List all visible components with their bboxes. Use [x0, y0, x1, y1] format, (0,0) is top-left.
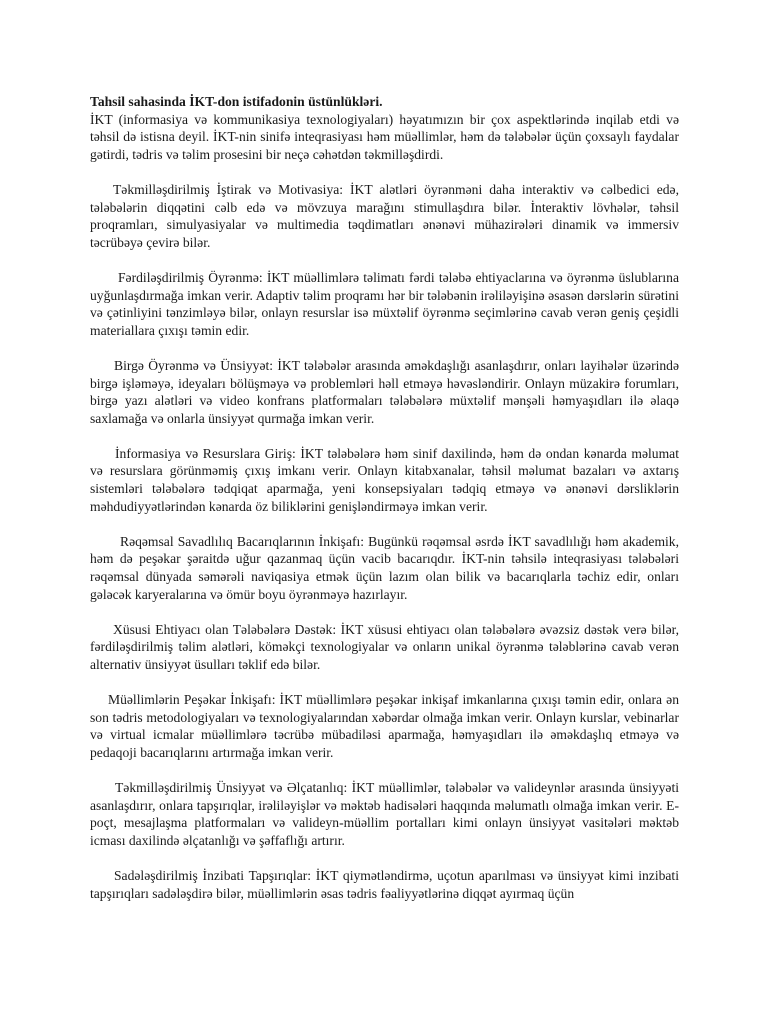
paragraph-engagement: Təkmilləşdirilmiş İştirak və Motivasiya: İKT alətləri öyrənməni daha interaktiv və cəlbedici edə, tələbələrin diqqətini cəlb edə və mövzuya marağını stimullaşdıra bilər. İnteraktiv lövhələr, təhsil proqramları, simulyasiyalar və multimedia təqdimatları ənənəvi mühazirələri dinamik və immersiv təcrübəyə çevirə bilər. [90, 181, 679, 250]
paragraph-communication: Təkmilləşdirilmiş Ünsiyyət və Əlçatanlıq: İKT müəllimlər, tələbələr və valideynlər arasında ünsiyyəti asanlaşdırır, onlara tapşırıqlar, irəliləyişlər və məktəb hadisələri haqqında məlumatlı olmağa imkan verir. E-poçt, mesajlaşma platformaları və valideyn-müəllim portalları kimi onlayn ünsiyyət vasitələri məktəb icması daxilində əlçatanlığı və şəffaflığı artırır. [90, 780, 679, 848]
intro-paragraph: İKT (informasiya və kommunikasiya texnologiyaları) həyatımızın bir çox aspektlərində inqilab etdi və təhsil də istisna deyil. İKT-nin sinifə inteqrasiyası həm müəllimlər, həm də tələbələr üçün çoxsaylı faydalar gətirdi, tədris və təlim prosesini bir neçə cəhətdən təkmilləşdirdi. [90, 111, 679, 162]
paragraph-personalized-learning: Fərdiləşdirilmiş Öyrənmə: İKT müəllimlərə təlimatı fərdi tələbə ehtiyaclarına və öyrənmə üslublarına uyğunlaşdırmağa imkan verir. Adaptiv təlim proqramı hər bir tələbənin irəliləyişinə əsasən dərslərin sürətini və çətinliyini tənzimləyə bilər, onlayn resurslar isə müxtəlif öyrənmə seçimlərinə cavab verən geniş çeşidli materiallara çıxışı təmin edir. [90, 269, 679, 338]
paragraph-information-access: İnformasiya və Resurslara Giriş: İKT tələbələrə həm sinif daxilində, həm də ondan kənarda məlumat və resurslara görünməmiş çıxış imkanı verir. Onlayn kitabxanalar, təhsil məlumat bazaları və axtarış sistemləri tələbələrə tədqiqat aparmağa, yeni konsepsiyaları tədqiq etməyə və ənənəvi dərsliklərin məhdudiyyətlərindən kənarda öz biliklərini genişləndirməyə imkan verir. [90, 445, 679, 514]
document-page [90, 93, 679, 902]
paragraph-special-needs: Xüsusi Ehtiyacı olan Tələbələrə Dəstək: İKT xüsusi ehtiyacı olan tələbələrə əvəzsiz dəstək verə bilər, fərdiləşdirilmiş təlim alətləri, köməkçi texnologiyalar və onların unikal öyrənmə tələblərinə cavab verən alternativ ünsiyyət üsulları təklif edə bilər. [90, 621, 679, 672]
paragraph-teacher-development: Müəllimlərin Peşəkar İnkişafı: İKT müəllimlərə peşəkar inkişaf imkanlarına çıxışı təmin edir, onlara ən son tədris metodologiyaları və texnologiyalarından xəbərdar olmağa imkan verir. Onlayn kurslar, vebinarlar və virtual icmalar müəllimlərə təcrübə mübadiləsi aparmağa, həmyaşıdları ilə əməkdaşlıq etməyə və pedaqoji bacarıqlarını artırmağa imkan verir. [90, 692, 679, 760]
paragraph-administrative-tasks: Sadələşdirilmiş İnzibati Tapşırıqlar: İKT qiymətləndirmə, uçotun aparılması və ünsiyyət kimi inzibati tapşırıqları sadələşdirə bilər, müəllimlərin əsas tədris fəaliyyətlərinə diqqət ayırmaq üçün [90, 868, 679, 901]
paragraph-digital-literacy: Rəqəmsal Savadlılıq Bacarıqlarının İnkişafı: Bugünkü rəqəmsal əsrdə İKT savadlılığı həm akademik, həm də peşəkar şəraitdə uğur qazanmaq üçün vacib bacarıqdır. İKT-nin təhsilə inteqrasiyası tələbələri rəqəmsal dünyada səmərəli naviqasiya etmək üçün lazım olan bilik və bacarıqlarla təchiz edir, onları gələcək karyeralarına və ömür boyu öyrənməyə hazırlayır. [90, 533, 679, 602]
paragraph-collaborative-learning: Birgə Öyrənmə və Ünsiyyət: İKT tələbələr arasında əməkdaşlığı asanlaşdırır, onları layihələr üzərində birgə işləməyə, ideyaları bölüşməyə və problemləri həll etməyə həvəsləndirir. Onlayn müzakirə forumları, birgə yazı alətləri və video konfrans platformaları tələbələrə müxtəlif mənşəli həmyaşıdları ilə əlaqə saxlamağa və onlarla ünsiyyət qurmağa imkan verir. [90, 357, 679, 426]
document-title: Tahsil sahasinda İKT-don istifadonin üstünlükləri. [90, 94, 383, 109]
